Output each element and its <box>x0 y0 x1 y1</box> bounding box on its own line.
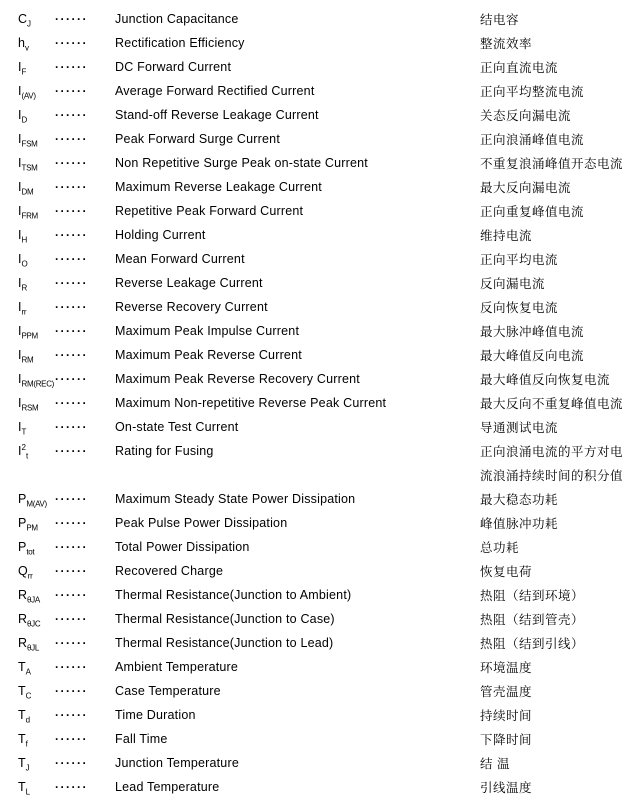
symbol-subscript: M(AV) <box>26 499 47 509</box>
dots-leader: ······ <box>55 780 88 794</box>
glossary-row <box>0 127 637 151</box>
english-term: Maximum Peak Reverse Recovery Current <box>115 372 360 386</box>
chinese-term: 结 温 <box>480 757 510 771</box>
chinese-term: 热阻（结到环境） <box>480 589 585 603</box>
chinese-term: 维持电流 <box>480 229 533 243</box>
chinese-term: 最大峰值反向电流 <box>480 349 585 363</box>
symbol-base: C <box>18 11 28 26</box>
symbol-base: I <box>18 251 22 266</box>
dots-leader: ······ <box>55 228 88 242</box>
glossary-row <box>0 223 637 247</box>
symbol-subscript: RSM <box>21 403 39 413</box>
symbol <box>18 707 55 725</box>
symbol-subscript: H <box>21 235 27 245</box>
symbol-base: P <box>18 491 27 506</box>
english-term: On-state Test Current <box>115 420 239 434</box>
symbol <box>18 227 55 245</box>
symbol-base: I <box>18 203 22 218</box>
symbol <box>18 563 55 581</box>
symbol-base: I <box>18 59 22 74</box>
symbol <box>18 35 55 53</box>
symbol <box>18 683 55 701</box>
symbol <box>18 659 55 677</box>
chinese-term: 最大稳态功耗 <box>480 493 559 507</box>
symbol <box>18 539 55 557</box>
chinese-term: 正向平均整流电流 <box>480 85 585 99</box>
chinese-term: 不重复浪涌峰值开态电流 <box>480 157 624 171</box>
symbol <box>18 779 55 797</box>
english-term: Stand-off Reverse Leakage Current <box>115 108 319 122</box>
symbol <box>18 275 55 293</box>
dots-leader: ······ <box>55 708 88 722</box>
chinese-term: 流浪涌持续时间的积分值 <box>480 469 624 483</box>
symbol <box>18 371 55 389</box>
symbol-base: T <box>18 731 26 746</box>
glossary-row <box>0 751 637 775</box>
glossary-row <box>0 727 637 751</box>
symbol-subscript: TSM <box>21 163 38 173</box>
symbol-subscript: t <box>25 451 28 461</box>
chinese-term: 恢复电荷 <box>480 565 533 579</box>
symbol-base: I <box>18 83 22 98</box>
chinese-term: 最大反向漏电流 <box>480 181 572 195</box>
symbol <box>18 59 55 77</box>
symbol-base: T <box>18 779 26 794</box>
symbol-base: I <box>18 323 22 338</box>
symbol-base: I <box>18 107 22 122</box>
symbol-subscript: FSM <box>21 139 38 149</box>
symbol-base: I <box>18 179 22 194</box>
chinese-term: 整流效率 <box>480 37 533 51</box>
glossary-row <box>0 655 637 679</box>
symbol-base: P <box>18 539 27 554</box>
symbol-subscript: J <box>27 19 31 29</box>
dots-leader: ······ <box>55 36 88 50</box>
symbol-superscript: 2 <box>21 442 26 452</box>
chinese-term: 引线温度 <box>480 781 533 795</box>
symbol-subscript: d <box>25 715 30 725</box>
glossary-row <box>0 583 637 607</box>
dots-leader: ······ <box>55 84 88 98</box>
symbol <box>18 635 55 653</box>
chinese-term: 正向直流电流 <box>480 61 559 75</box>
dots-leader: ······ <box>55 732 88 746</box>
symbol-base: I <box>18 443 22 458</box>
symbol-subscript: θJL <box>27 643 40 653</box>
english-term: Fall Time <box>115 732 168 746</box>
chinese-term: 管壳温度 <box>480 685 533 699</box>
symbol <box>18 491 55 509</box>
dots-leader: ······ <box>55 252 88 266</box>
english-term: Peak Pulse Power Dissipation <box>115 516 288 530</box>
symbol <box>18 347 55 365</box>
glossary-row <box>0 775 637 799</box>
symbol-base: P <box>18 515 27 530</box>
english-term: Maximum Peak Reverse Current <box>115 348 302 362</box>
symbol <box>18 611 55 629</box>
symbol <box>18 203 55 221</box>
symbol-subscript: v <box>24 43 29 53</box>
glossary-row <box>0 511 637 535</box>
english-term: DC Forward Current <box>115 60 232 74</box>
chinese-term: 下降时间 <box>480 733 533 747</box>
symbol-subscript: DM <box>21 187 34 197</box>
chinese-term: 结电容 <box>480 13 520 27</box>
glossary-row <box>0 55 637 79</box>
symbol-subscript: T <box>21 427 27 437</box>
symbol <box>18 107 55 125</box>
chinese-term: 最大反向不重复峰值电流 <box>480 397 624 411</box>
symbol-base: Q <box>18 563 28 578</box>
dots-leader: ······ <box>55 108 88 122</box>
glossary-row <box>0 535 637 559</box>
english-term: Maximum Non-repetitive Reverse Peak Current <box>115 396 387 410</box>
symbol-subscript: rr <box>27 571 33 581</box>
symbol-base: T <box>18 755 26 770</box>
glossary-row <box>0 7 637 31</box>
dots-leader: ······ <box>55 444 88 458</box>
glossary-row <box>0 367 637 391</box>
glossary-row <box>0 679 637 703</box>
chinese-term: 热阻（结到引线） <box>480 637 585 651</box>
symbol <box>18 323 55 341</box>
glossary-row <box>0 703 637 727</box>
symbol-base: R <box>18 611 28 626</box>
symbol <box>18 419 55 437</box>
symbol-subscript: f <box>25 739 28 749</box>
glossary-row <box>0 199 637 223</box>
english-term: Lead Temperature <box>115 780 220 794</box>
chinese-term: 总功耗 <box>480 541 520 555</box>
chinese-term: 反向漏电流 <box>480 277 546 291</box>
symbol-subscript: L <box>25 787 30 797</box>
glossary-row <box>0 79 637 103</box>
chinese-term: 导通测试电流 <box>480 421 559 435</box>
symbol-base: I <box>18 131 22 146</box>
glossary-row <box>0 415 637 439</box>
symbol <box>18 587 55 605</box>
chinese-term: 正向重复峰值电流 <box>480 205 585 219</box>
dots-leader: ······ <box>55 636 88 650</box>
symbol-subscript: PPM <box>21 331 38 341</box>
symbol-subscript: J <box>25 763 30 773</box>
dots-leader: ······ <box>55 348 88 362</box>
symbol-base: R <box>18 635 28 650</box>
symbol-subscript: A <box>25 667 31 677</box>
english-term: Maximum Peak Impulse Current <box>115 324 300 338</box>
dots-leader: ······ <box>55 396 88 410</box>
dots-leader: ······ <box>55 372 88 386</box>
symbol-subscript: D <box>21 115 27 125</box>
english-term: Reverse Leakage Current <box>115 276 263 290</box>
symbol-base: T <box>18 659 26 674</box>
symbol-subscript: O <box>21 259 28 269</box>
symbol-base: T <box>18 683 26 698</box>
dots-leader: ······ <box>55 156 88 170</box>
symbol-base: I <box>18 299 22 314</box>
dots-leader: ······ <box>55 180 88 194</box>
symbol <box>18 442 55 461</box>
english-term: Holding Current <box>115 228 206 242</box>
english-term: Rectification Efficiency <box>115 36 245 50</box>
symbol-subscript: RM(REC) <box>21 379 55 389</box>
glossary-row <box>0 439 637 463</box>
symbol-subscript: FRM <box>21 211 38 221</box>
symbol-subscript: (AV) <box>21 91 36 101</box>
symbol-base: I <box>18 275 22 290</box>
chinese-term: 正向平均电流 <box>480 253 559 267</box>
english-term: Rating for Fusing <box>115 444 214 458</box>
symbol-base: R <box>18 587 28 602</box>
glossary-table <box>0 7 637 799</box>
symbol-base: I <box>18 371 22 386</box>
english-term: Maximum Reverse Leakage Current <box>115 180 322 194</box>
dots-leader: ······ <box>55 540 88 554</box>
english-term: Junction Capacitance <box>115 12 239 26</box>
dots-leader: ······ <box>55 132 88 146</box>
dots-leader: ······ <box>55 684 88 698</box>
glossary-row <box>0 631 637 655</box>
symbol <box>18 155 55 173</box>
english-term: Mean Forward Current <box>115 252 245 266</box>
dots-leader: ······ <box>55 12 88 26</box>
chinese-term: 反向恢复电流 <box>480 301 559 315</box>
glossary-row <box>0 271 637 295</box>
glossary-row <box>0 463 637 487</box>
symbol-subscript: F <box>21 67 27 77</box>
chinese-term: 关态反向漏电流 <box>480 109 572 123</box>
dots-leader: ······ <box>55 60 88 74</box>
symbol-base: I <box>18 347 22 362</box>
dots-leader: ······ <box>55 660 88 674</box>
glossary-row <box>0 559 637 583</box>
dots-leader: ······ <box>55 324 88 338</box>
dots-leader: ······ <box>55 756 88 770</box>
chinese-term: 最大峰值反向恢复电流 <box>480 373 611 387</box>
glossary-row <box>0 343 637 367</box>
glossary-row <box>0 175 637 199</box>
english-term: Ambient Temperature <box>115 660 239 674</box>
symbol-base: I <box>18 227 22 242</box>
symbol <box>18 11 55 29</box>
dots-leader: ······ <box>55 588 88 602</box>
symbol-base: I <box>18 419 22 434</box>
symbol <box>18 515 55 533</box>
dots-leader: ······ <box>55 492 88 506</box>
english-term: Time Duration <box>115 708 196 722</box>
glossary-row <box>0 247 637 271</box>
english-term: Junction Temperature <box>115 756 239 770</box>
symbol <box>18 83 55 101</box>
glossary-row <box>0 319 637 343</box>
glossary-row <box>0 151 637 175</box>
symbol <box>18 755 55 773</box>
symbol <box>18 179 55 197</box>
symbol-base: I <box>18 395 22 410</box>
chinese-term: 最大脉冲峰值电流 <box>480 325 585 339</box>
dots-leader: ······ <box>55 204 88 218</box>
glossary-row <box>0 31 637 55</box>
dots-leader: ······ <box>55 420 88 434</box>
english-term: Repetitive Peak Forward Current <box>115 204 304 218</box>
english-term: Total Power Dissipation <box>115 540 250 554</box>
english-term: Recovered Charge <box>115 564 224 578</box>
symbol-subscript: RM <box>21 355 34 365</box>
symbol-subscript: C <box>25 691 32 701</box>
symbol-base: I <box>18 155 22 170</box>
dots-leader: ······ <box>55 300 88 314</box>
symbol-subscript: R <box>21 283 27 293</box>
glossary-row <box>0 295 637 319</box>
english-term: Reverse Recovery Current <box>115 300 268 314</box>
chinese-term: 环境温度 <box>480 661 533 675</box>
english-term: Thermal Resistance(Junction to Case) <box>115 612 335 626</box>
dots-leader: ······ <box>55 276 88 290</box>
english-term: Non Repetitive Surge Peak on-state Current <box>115 156 368 170</box>
dots-leader: ······ <box>55 564 88 578</box>
chinese-term: 峰值脉冲功耗 <box>480 517 559 531</box>
glossary-row <box>0 103 637 127</box>
symbol-base: T <box>18 707 26 722</box>
symbol-base: h <box>18 35 25 50</box>
english-term: Average Forward Rectified Current <box>115 84 315 98</box>
english-term: Case Temperature <box>115 684 221 698</box>
dots-leader: ······ <box>55 612 88 626</box>
chinese-term: 持续时间 <box>480 709 533 723</box>
symbol-subscript: PM <box>26 523 38 533</box>
chinese-term: 正向浪涌峰值电流 <box>480 133 585 147</box>
glossary-row <box>0 391 637 415</box>
english-term: Thermal Resistance(Junction to Ambient) <box>115 588 352 602</box>
glossary-row <box>0 487 637 511</box>
symbol <box>18 731 55 749</box>
english-term: Maximum Steady State Power Dissipation <box>115 492 356 506</box>
symbol-subscript: rr <box>21 307 27 317</box>
symbol-subscript: θJC <box>27 619 41 629</box>
symbol <box>18 251 55 269</box>
glossary-row <box>0 607 637 631</box>
english-term: Thermal Resistance(Junction to Lead) <box>115 636 334 650</box>
symbol <box>18 131 55 149</box>
symbol <box>18 299 55 317</box>
chinese-term: 热阻（结到管壳） <box>480 613 585 627</box>
symbol <box>18 395 55 413</box>
chinese-term: 正向浪涌电流的平方对电 <box>480 445 624 459</box>
dots-leader: ······ <box>55 516 88 530</box>
symbol-subscript: tot <box>26 547 35 557</box>
symbol-subscript: θJA <box>27 595 40 605</box>
english-term: Peak Forward Surge Current <box>115 132 280 146</box>
